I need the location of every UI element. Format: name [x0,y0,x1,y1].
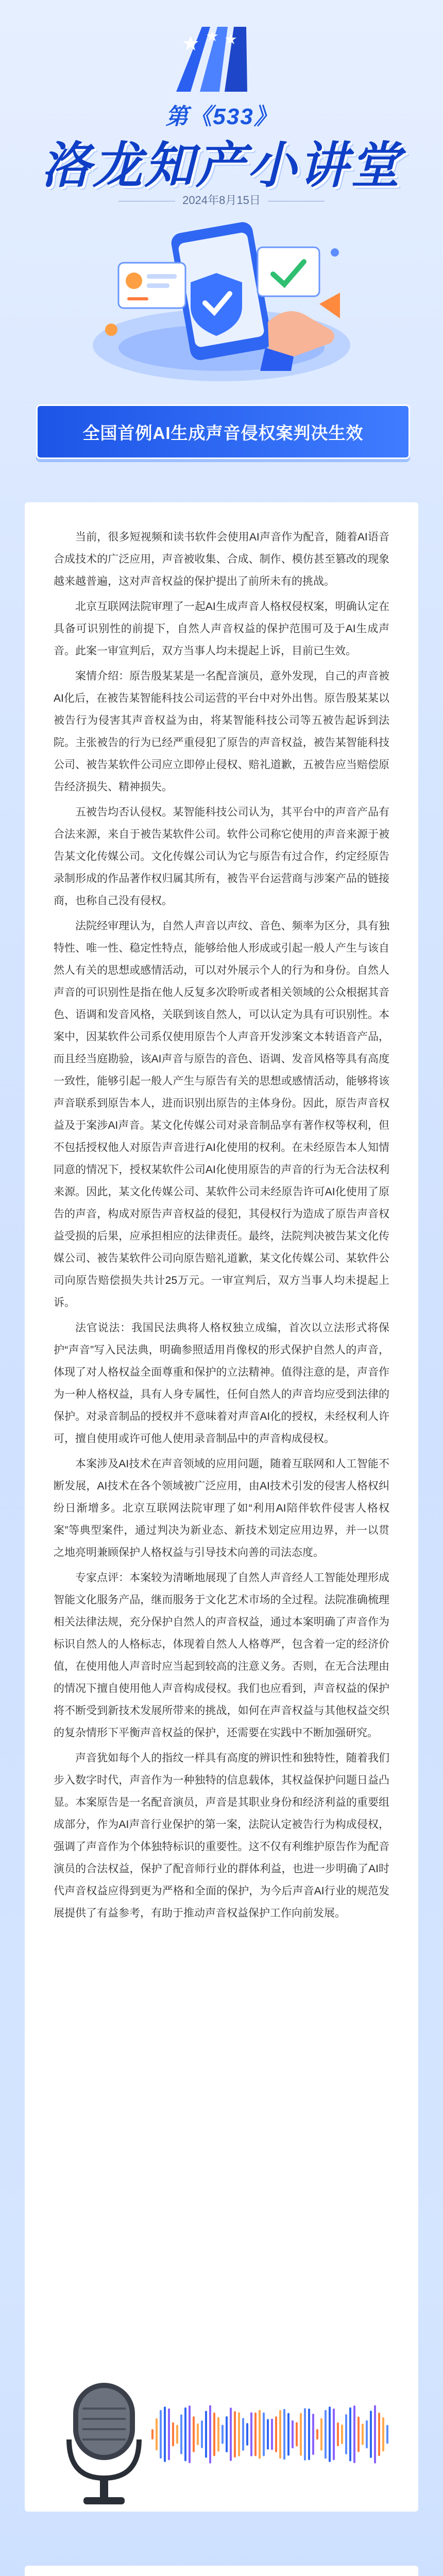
soundwave-bar [374,2405,376,2463]
soundwave-bar [230,2408,232,2461]
article-paragraph: 声音犹如每个人的指纹一样具有高度的辨识性和独特性，随着我们步入数字时代，声音作为一种独特的信息载体，其权益保护问题日益凸显。本案原告是一名配音演员，声音是其职业身份和经济利益的重要组成部分，作为AI声音行业保护的第一案，法院认定被告行为构成侵权，强调了声音作为个体独特标识的重要性。这不仅有利维护原告作为配音演员的合法权益，保护了配音师行业的群体利益，也进一步明确了AI时代声音权益应得到更为严格和全面的保护，为今后声音AI行业的规范发展提供了有益参考，有助于推动声音权益保护工作向前发展。 [54,1752,389,1919]
soundwave-bar [246,2423,248,2446]
soundwave-bar [213,2413,215,2456]
header-banner [0,0,443,392]
microphone-icon [69,2383,139,2504]
soundwave-bar [238,2412,240,2456]
soundwave-bar [366,2420,368,2448]
soundwave-bar [386,2425,388,2444]
soundwave-bar [189,2405,191,2463]
soundwave-bar [341,2425,343,2444]
article-paragraph: 本案涉及AI技术在声音领域的应用问题，随着互联网和人工智能不断发展，AI技术在各个领域被广泛应用，由AI技术引发的侵害人格权纠纷日渐增多。北京互联网法院审理了如“利用AI陪伴软件侵害人格权案”等典型案件，通过判决为新业态、新技术划定应用边界，并一以贯之地亮明兼顾保护人格权益与引导技术向善的司法态度。 [54,1458,389,1558]
soundwave-bars [151,2405,388,2463]
soundwave-bar [333,2409,335,2460]
soundwave-bar [197,2424,199,2445]
article-card [25,502,418,2512]
article-paragraph: 五被告均否认侵权。某智能科技公司认为，其平台中的声音产品有合法来源，来自于被告某软件公司。软件公司称它使用的声音来源于被告某文化传媒公司。文化传媒公司认为它与原告有过合作，约定经原告录制形成的作品著作权归属其所有，被告平台运营商与涉案产品的链接商，也称自己没有侵权。 [54,806,389,907]
soundwave-bar [300,2413,302,2456]
soundwave-bar [378,2413,380,2456]
soundwave-bar [151,2429,154,2439]
soundwave-bar [353,2405,355,2463]
soundwave-bar [325,2410,327,2459]
issue-number: 第《533》 [165,104,278,129]
soundwave-bar [279,2410,281,2459]
publish-date-line [0,192,443,208]
article-paragraph: 法官说法：我国民法典将人格权独立成编，首次以立法形式将保护“声音”写入民法典，明确参照适用肖像权的形式保护自然人的声音，体现了对人格权益全面尊重和保护的立法精神。值得注意的是，声音作为一种人格权益，具有人身专属性，任何自然人的声音均应受到法律的保护。对录音制品的授权并不意味着对声音AI化的授权，未经权利人许可，擅自使用或许可他人使用录音制品中的声音构成侵权。 [54,1322,389,1445]
soundwave-bar [304,2408,306,2461]
soundwave-bar [193,2416,195,2452]
soundwave-bar [176,2425,178,2444]
soundwave-bar [259,2410,261,2459]
soundwave-bar [296,2422,298,2446]
article-title: 全国首例AI生成声音侵权案判决生效 [36,404,410,459]
brand-title: 洛龙知产小讲堂 [41,138,402,193]
logo-icon [170,21,252,98]
soundwave-bar [222,2425,224,2444]
soundwave-bar [320,2418,322,2450]
soundwave-bar [357,2417,360,2452]
soundwave-bar [263,2413,265,2456]
soundwave-bar [156,2418,158,2451]
soundwave-bar [267,2419,269,2449]
soundwave-bar [345,2414,347,2454]
soundwave-bar [308,2409,310,2460]
microphone-soundwave-illustration [54,2378,389,2512]
soundwave-bar [329,2406,331,2462]
soundwave-bar [242,2418,244,2450]
soundwave-bar [271,2419,273,2450]
soundwave-bar [370,2411,372,2458]
soundwave-bar [250,2412,252,2456]
article-paragraph: 法院经审理认为，自然人声音以声纹、音色、频率为区分，具有独特性、唯一性、稳定性特点，能够给他人形成或引起一般人产生与该自然人有关的思想或感情活动，可以对外展示个人的行为和身份。自然人声音的可识别性是指在他人反复多次聆听或者相关领域的公众根据其音色、语调和发音风格，关联到该自然人，可以认定为具有可识别性。本案中，因某软件公司系仅使用原告个人声音开发涉案文本转语音产品，而且经当庭勘验，该AI声音与原告的音色、语调、发音风格等具有高度一致性，能够引起一般人产生与原告有关的思想或感情活动，能够将该声音联系到原告本人，进而识别出原告的主体身份。因此，原告声音权益及于案涉AI声音。某文化传媒公司对录音制品享有著作权等权利，但不包括授权他人对原告声音进行AI化使用的权利。在未经原告本人知情同意的情况下，授权某软件公司AI化使用原告的声音的行为无合法权利来源。因此，某文化传媒公司、某软件公司未经原告许可AI化使用了原告的声音，构成对原告声音权益的侵犯，其侵权行为造成了原告声音权益受损的后果，应承担相应的法律责任。最终，法院判决被告某文化传媒公司、被告某软件公司向原告赔礼道歉，某文化传媒公司、某软件公司向原告赔偿损失共计25万元。一审宣判后，双方当事人均未提起上诉。 [54,920,389,1309]
soundwave-bar [316,2429,318,2440]
soundwave-bar [312,2414,314,2455]
soundwave-bar [349,2408,351,2462]
soundwave-bar [164,2406,166,2462]
soundwave-bar [172,2422,174,2447]
soundwave-bar [184,2408,186,2462]
soundwave-bar [254,2413,257,2456]
soundwave-bar [226,2416,228,2452]
article-paragraph: 专家点评：本案较为清晰地展现了自然人声音经人工智能处理形成智能文化服务产品，继而服务于文化艺术市场的全过程。法院准确梳理相关法律法规，充分保护自然人的声音权益，通过本案明确了声音作为标识自然人的人格标志，体现着自然人人格尊严，包含着一定的经济价值，在使用他人声音时应当起到较高的注意义务。否则，在无合法理由的情况下擅自使用他人声音构成侵权。我们也应看到，声音权益的保护将不断受到新技术发展所带来的挑战，如何在声音权益与其他权益交织的复杂情形下平衡声音权益的保护，还需要在实践中不断加强研究。 [54,1572,389,1739]
soundwave-bar [287,2413,289,2455]
soundwave-bar [209,2405,211,2463]
article-paragraph: 案情介绍：原告殷某某是一名配音演员，意外发现，自己的声音被AI化后，在被告某智能科技公司运营的平台中对外出售。原告殷某某以被告行为侵害其声音权益为由，将某智能科技公司等五被告起诉到法院。主张被告的行为已经严重侵犯了原告的声音权益，被告某智能科技公司、被告某软件公司应立即停止侵权、赔礼道歉，五被告应当赔偿原告经济损失、精神损失。 [54,670,389,793]
soundwave-bar [234,2411,236,2458]
soundwave-bar [283,2409,285,2460]
footer-panel [25,2566,418,2576]
soundwave-bar [292,2420,294,2448]
soundwave-bar [217,2417,219,2452]
hero-illustration [77,216,366,386]
article-paragraph: 当前，很多短视频和读书软件会使用AI声音作为配音，随着AI语音合成技术的广泛应用，声音被收集、合成、制作、模仿甚至篡改的现象越来越普遍，这对声音权益的保护提出了前所未有的挑战。 [54,531,389,587]
soundwave-bar [201,2420,203,2448]
soundwave-bar [362,2424,364,2445]
soundwave-bar [168,2409,170,2461]
soundwave-bar [205,2411,207,2458]
soundwave-bar [382,2417,384,2451]
soundwave-bar [180,2414,182,2454]
soundwave-bar [160,2410,162,2459]
publish-date: 2024年8月15日 [182,194,261,207]
soundwave-bar [275,2416,277,2452]
soundwave-bar [337,2422,339,2446]
article-paragraph: 北京互联网法院审理了一起AI生成声音人格权侵权案，明确认定在具备可识别性的前提下，自然人声音权益的保护范围可及于AI生成声音。此案一审宣判后，双方当事人均未提起上诉，目前已生效。 [54,601,389,657]
